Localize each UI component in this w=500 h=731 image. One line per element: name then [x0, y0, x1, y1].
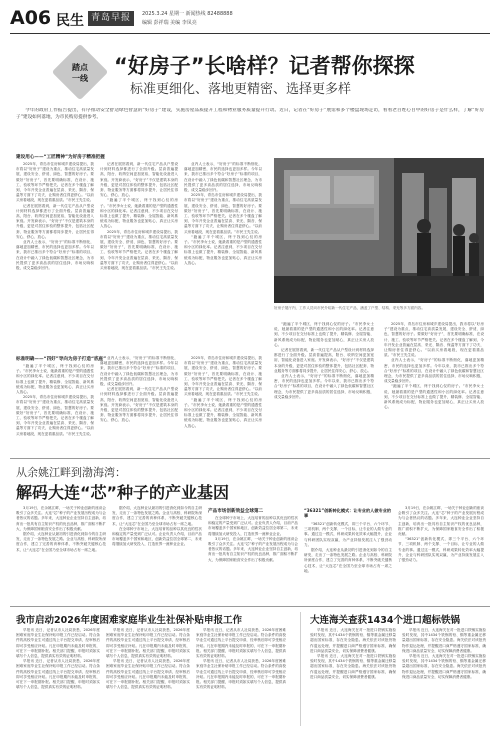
feature-story: [0, 38, 500, 458]
feature-col-5: 2025年，青岛市住房和城乡建设局提出，我市将以“好房子”建设为重点，推动住宅高质量发展，建设安全、舒适、绿色、智慧的好房子。要做好“好房子”，首先要明确标准，在设计、施工、验收等环节严格把关。记者在多个楼盘了解到，今年开发企业普遍在层高、采光、隔音、保温等方面下了功夫，让购房者住得更舒心。“以前买房看地段，现在更看重品质。”市民王先生说。 业内人士表示，“好房子”的标准不断细化，落地更加精密，市民的选择也更加多样。今年以来，我市已推出多个符合“好房子”标准的项目，在设计中融入了绿色低碳和智慧社区理念，为市民提供了更多高品质的居住选择，市场反响积极，成交量稳步回升。 “跑遍了半个城区，终于找到心仪的房子。”市民李女士说，她最看重的是户型的通透性和小区的绿化率。记者注意到，不少项目在交付标准上也做了提升，精装修、全屋智能、新风系统成为标配，物业服务也更加贴心，真正让买房人放心。: [384, 322, 484, 410]
feature-col-4: “跑遍了半个城区，终于找到心仪的房子。”市民李女士说，她最看重的是户型的通透性和小区的绿化率。记者注意到，不少项目在交付标准上也做了提升，精装修、全屋智能、新风系统成为标配，物业服务也更加贴心，真正让买房人放心。 记者在展馆看到，新一代住宅产品从户型设计到材料选择都进行了全面升级。层高普遍提高，阳台、收纳空间更加宽裕，智能化设备进入家庭。开发商表示，“好房子”不仅是建筑本身的升级，更是对居住体验的整体提升，包括社区配套、物业服务等方面都将同步提升，让居民住得安心、舒心、放心。 业内人士表示，“好房子”的标准不断细化，落地更加精密，市民的选择也更加多样。今年以来，我市已推出多个符合“好房子”标准的项目，在设计中融入了绿色低碳和智慧社区理念，为市民提供了更多高品质的居住选择，市场反响积极，成交量稳步回升。: [274, 322, 374, 399]
feature-col-1: 2025年，青岛市住房和城乡建设局提出，我市将以“好房子”建设为重点，推动住宅高质量发展，建设安全、舒适、绿色、智慧的好房子。要做好“好房子”，首先要明确标准，在设计、施工、验收等环节严格把关。记者在多个楼盘了解到，今年开发企业普遍在层高、采光、隔音、保温等方面下了功夫，让购房者住得更舒心。“以前买房看地段，现在更看重品质。”市民王先生说。 记者在展馆看到，新一代住宅产品从户型设计到材料选择都进行了全面升级。层高普遍提高，阳台、收纳空间更加宽裕，智能化设备进入家庭。开发商表示，“好房子”不仅是建筑本身的升级，更是对居住体验的整体提升，包括社区配套、物业服务等方面都将同步提升，让居民住得安心、舒心、放心。 业内人士表示，“好房子”的标准不断细化，落地更加精密，市民的选择也更加多样。今年以来，我市已推出多个符合“好房子”标准的项目，在设计中融入了绿色低碳和智慧社区理念，为市民提供了更多高品质的居住选择，市场反响积极，成交量稳步回升。: [16, 162, 94, 271]
photo-caption: 好房子展厅内，工作人员向市民介绍新一代住宅产品，涵盖了户型、结构、采光等多方面内容。: [274, 306, 425, 310]
masthead-divider: [10, 33, 490, 34]
story2-subheading: 产品市场创新效益全球第二: [208, 509, 264, 514]
story-seed-industry: [0, 460, 500, 606]
story2-title: 解码大连“芯”种子的产业基因: [16, 483, 230, 502]
story3-col-3: 早报讯 近日，记者从市人社局获悉，2026年度困难家庭毕业生社保补贴申报工作已经启动。符合条件的高校毕业生可通过线上平台提交申请，经审核后即可享受相应补贴。凡在申报期内未能及时申报的，可在下一申报期补报。相关部门提醒，申报时须如实填写个人信息，提供真实有效的证明材料。 早报讯 近日，记者从市人社局获悉，2026年度困难家庭毕业生社保补贴申报工作已经启动。符合条件的高校毕业生可通过线上平台提交申请，经审核后即可享受相应补贴。凡在申报期内未能及时申报的，可在下一申报期补报。相关部门提醒，申报时须如实填写个人信息，提供真实有效的证明材料。: [196, 628, 286, 690]
feature-col-6: “跑遍了半个城区，终于找到心仪的房子。”市民李女士说，她最看重的是户型的通透性和小区的绿化率。记者注意到，不少项目在交付标准上也做了提升，精装修、全屋智能、新风系统成为标配，物业服务也更加贴心，真正让买房人放心。 2025年，青岛市住房和城乡建设局提出，我市将以“好房子”建设为重点，推动住宅高质量发展，建设安全、舒适、绿色、智慧的好房子。要做好“好房子”，首先要明确标准，在设计、施工、验收等环节严格把关。记者在多个楼盘了解到，今年开发企业普遍在层高、采光、隔音、保温等方面下了功夫，让购房者住得更舒心。“以前买房看地段，现在更看重品质。”市民王先生说。: [16, 364, 94, 436]
divider-bottom-vertical: [300, 612, 301, 726]
story3-col-2: 早报讯 近日，记者从市人社局获悉，2026年度困难家庭毕业生社保补贴申报工作已经启动。符合条件的高校毕业生可通过线上平台提交申请，经审核后即可享受相应补贴。凡在申报期内未能及时申报的，可在下一申报期补报。相关部门提醒，申报时须如实填写个人信息，提供真实有效的证明材料。 早报讯 近日，记者从市人社局获悉，2026年度困难家庭毕业生社保补贴申报工作已经启动。符合条件的高校毕业生可通过线上平台提交申请，经审核后即可享受相应补贴。凡在申报期内未能及时申报的，可在下一申报期补报。相关部门提醒，申报时须如实填写个人信息，提供真实有效的证明材料。: [106, 628, 190, 690]
editor-line: 编辑 彭祥瑞 美编 李凤亮: [142, 20, 197, 26]
page-number: A06: [10, 7, 52, 29]
story4-col-2: 早报讯 近日，大连海关在对一批进口铁锅实施检验时发现，其中1434个铁锅的铅、镉等重金属迁移量超出国家标准，存在安全隐患。海关依法对该批货物作退运处理，并提醒进口商严格遵守国家标准，确保进口商品质量安全，切实保障消费者健康。 早报讯 近日，大连海关在对一批进口铁锅实施检验时发现，其中1434个铁锅的铅、镉等重金属迁移量超出国家标准，存在安全隐患。海关依法对该批货物作退运处理，并提醒进口商严格遵守国家标准，确保进口商品质量安全，切实保障消费者健康。: [402, 628, 486, 679]
issue-date: 2025.3.24 星期一 新闻热线 82488888: [142, 11, 233, 17]
section-name: 民生: [56, 13, 84, 29]
feature-col-8: 2025年，青岛市住房和城乡建设局提出，我市将以“好房子”建设为重点，推动住宅高质量发展，建设安全、舒适、绿色、智慧的好房子。要做好“好房子”，首先要明确标准，在设计、施工、验收等环节严格把关。记者在多个楼盘了解到，今年开发企业普遍在层高、采光、隔音、保温等方面下了功夫，让购房者住得更舒心。“以前买房看地段，现在更看重品质。”市民王先生说。 “跑遍了半个城区，终于找到心仪的房子。”市民李女士说，她最看重的是户型的通透性和小区的绿化率。记者注意到，不少项目在交付标准上也做了提升，精装修、全屋智能、新风系统成为标配，物业服务也更加贴心，真正让买房人放心。: [184, 356, 262, 428]
story2-col-3: 在全球种子市场上，大连培育的品种以其优良的性状和稳定的产量受到广泛认可。企业负责人介绍，目前产品市场覆盖多个国家和地区，创新效益位居全球第二，未来将继续加大研发投入，打造世界一流种业企业。 3月19日，在余姚江畔，一场关于种业创新的座谈会吸引了众多关注。大连“芯”种子的产业发展历程成为与会者热议的话题。多年来，大连种业企业坚持自主创新，培育出一批具有自主知识产权的优良品种，推广面积不断扩大，为保障国家粮食安全作出了积极贡献。: [208, 516, 298, 562]
divider-story2: [10, 606, 490, 607]
story2-lead-in: 从余姚江畔到渤海湾：: [16, 466, 126, 479]
feature-photo: [274, 158, 484, 303]
story2-col-1: 3月19日，在余姚江畔，一场关于种业创新的座谈会吸引了众多关注。大连“芯”种子的产业发展历程成为与会者热议的话题。多年来，大连种业企业坚持自主创新，培育出一批具有自主知识产权的优良品种，推广面积不断扩大，为保障国家粮食安全作出了积极贡献。 据介绍，大连种业从最初的引进消化到如今的自主研发，走出了一条特色发展之路。企业与高校、科研院所深度合作，建立了完善的育种体系，不断突破关键核心技术，让“大连芯”在全国乃至全球市场占有一席之地。: [16, 506, 106, 552]
story2-col-5: 3月19日，在余姚江畔，一场关于种业创新的座谈会吸引了众多关注。大连“芯”种子的产业发展历程成为与会者热议的话题。多年来，大连种业企业坚持自主创新，培育出一批具有自主知识产权的优良品种，推广面积不断扩大，为保障国家粮食安全作出了积极贡献。 “36321”创新转化模式，即三个平台、六个环节、三项机制、两个支撑、一个目标，让专业的人做专业的事。通过这一模式，科研成果转化效率大幅提升，企业与科研团队实现双赢，为产业持续发展注入了强劲动力。: [398, 506, 484, 563]
section-heading: 建设用心——“工匠精神”为好房子精准把握: [16, 155, 105, 160]
story4-title: 大连海关查获1434个进口超标铁锅: [310, 615, 460, 626]
feature-col-2: 记者在展馆看到，新一代住宅产品从户型设计到材料选择都进行了全面升级。层高普遍提高，阳台、收纳空间更加宽裕，智能化设备进入家庭。开发商表示，“好房子”不仅是建筑本身的升级，更是对居住体验的整体提升，包括社区配套、物业服务等方面都将同步提升，让居民住得安心、舒心、放心。 “跑遍了半个城区，终于找到心仪的房子。”市民李女士说，她最看重的是户型的通透性和小区的绿化率。记者注意到，不少项目在交付标准上也做了提升，精装修、全屋智能、新风系统成为标配，物业服务也更加贴心，真正让买房人放心。 2025年，青岛市住房和城乡建设局提出，我市将以“好房子”建设为重点，推动住宅高质量发展，建设安全、舒适、绿色、智慧的好房子。要做好“好房子”，首先要明确标准，在设计、施工、验收等环节严格把关。记者在多个楼盘了解到，今年开发企业普遍在层高、采光、隔音、保温等方面下了功夫，让购房者住得更舒心。“以前买房看地段，现在更看重品质。”市民王先生说。: [100, 162, 178, 271]
masthead: [0, 0, 500, 40]
story4-col-1: 早报讯 近日，大连海关在对一批进口铁锅实施检验时发现，其中1434个铁锅的铅、镉等重金属迁移量超出国家标准，存在安全隐患。海关依法对该批货物作退运处理，并提醒进口商严格遵守国家标准，确保进口商品质量安全，切实保障消费者健康。 早报讯 近日，大连海关在对一批进口铁锅实施检验时发现，其中1434个铁锅的铅、镉等重金属迁移量超出国家标准，存在安全隐患。海关依法对该批货物作退运处理，并提醒进口商严格遵守国家标准，确保进口商品质量安全，切实保障消费者健康。: [310, 628, 396, 679]
story-subsidy: [0, 608, 300, 728]
feature-lead: 今年的政府工作报告提出，有序推动安全舒适绿色智慧的“好房子”建设，实施房屋品质提升工程和物业服务质量提升行动。近日，记者在“好房子”展馆和多个楼盘现场走访，看看老百姓心目中的好房子是什么样，了解“好房子”建设如何落地，为市民购房提供参考。: [16, 108, 484, 120]
story2-col-4: “36321”创新转化模式，即三个平台、六个环节、三项机制、两个支撑、一个目标，让专业的人做专业的事。通过这一模式，科研成果转化效率大幅提升，企业与科研团队实现双赢，为产业持续发展注入了强劲动力。 据介绍，大连种业从最初的引进消化到如今的自主研发，走出了一条特色发展之路。企业与高校、科研院所深度合作，建立了完善的育种体系，不断突破关键核心技术，让“大连芯”在全国乃至全球市场占有一席之地。: [304, 522, 392, 573]
feature-title: “好房子”长啥样？记者帮你探探: [114, 54, 415, 78]
subhead-standards: 标准明确——“四好”导向为房子打造“底座”: [16, 357, 107, 362]
badge-line1: 踏点: [72, 63, 88, 72]
story2-box-heading: “36321”创新转化模式：让专业的人做专业的事: [304, 508, 392, 519]
story-customs: [302, 608, 500, 728]
story2-col-2: 据介绍，大连种业从最初的引进消化到如今的自主研发，走出了一条特色发展之路。企业与高校、科研院所深度合作，建立了完善的育种体系，不断突破关键核心技术，让“大连芯”在全国乃至全球市场占有一席之地。 在全球种子市场上，大连培育的品种以其优良的性状和稳定的产量受到广泛认可。企业负责人介绍，目前产品市场覆盖多个国家和地区，创新效益位居全球第二，未来将继续加大研发投入，打造世界一流种业企业。: [112, 506, 202, 547]
badge-line2: 一线: [72, 74, 88, 83]
feature-subtitle: 标准更细化、落地更精密、选择更多样: [130, 82, 352, 97]
story3-title: 我市启动2026年度困难家庭毕业生社保补贴申报工作: [16, 615, 242, 626]
feature-col-3: 业内人士表示，“好房子”的标准不断细化，落地更加精密，市民的选择也更加多样。今年以来，我市已推出多个符合“好房子”标准的项目，在设计中融入了绿色低碳和智慧社区理念，为市民提供了更多高品质的居住选择，市场反响积极，成交量稳步回升。 2025年，青岛市住房和城乡建设局提出，我市将以“好房子”建设为重点，推动住宅高质量发展，建设安全、舒适、绿色、智慧的好房子。要做好“好房子”，首先要明确标准，在设计、施工、验收等环节严格把关。记者在多个楼盘了解到，今年开发企业普遍在层高、采光、隔音、保温等方面下了功夫，让购房者住得更舒心。“以前买房看地段，现在更看重品质。”市民王先生说。 “跑遍了半个城区，终于找到心仪的房子。”市民李女士说，她最看重的是户型的通透性和小区的绿化率。记者注意到，不少项目在交付标准上也做了提升，精装修、全屋智能、新风系统成为标配，物业服务也更加贴心，真正让买房人放心。: [184, 162, 262, 265]
newspaper-logo: 青岛早报: [88, 11, 134, 26]
feature-col-7: 业内人士表示，“好房子”的标准不断细化，落地更加精密，市民的选择也更加多样。今年以来，我市已推出多个符合“好房子”标准的项目，在设计中融入了绿色低碳和智慧社区理念，为市民提供了更多高品质的居住选择，市场反响积极，成交量稳步回升。 记者在展馆看到，新一代住宅产品从户型设计到材料选择都进行了全面升级。层高普遍提高，阳台、收纳空间更加宽裕，智能化设备进入家庭。开发商表示，“好房子”不仅是建筑本身的升级，更是对居住体验的整体提升，包括社区配套、物业服务等方面都将同步提升，让居民住得安心、舒心、放心。: [100, 356, 178, 423]
story3-col-1: 早报讯 近日，记者从市人社局获悉，2026年度困难家庭毕业生社保补贴申报工作已经启动。符合条件的高校毕业生可通过线上平台提交申请，经审核后即可享受相应补贴。凡在申报期内未能及时申报的，可在下一申报期补报。相关部门提醒，申报时须如实填写个人信息，提供真实有效的证明材料。 早报讯 近日，记者从市人社局获悉，2026年度困难家庭毕业生社保补贴申报工作已经启动。符合条件的高校毕业生可通过线上平台提交申请，经审核后即可享受相应补贴。凡在申报期内未能及时申报的，可在下一申报期补报。相关部门提醒，申报时须如实填写个人信息，提供真实有效的证明材料。: [16, 628, 100, 690]
divider-feature: [10, 458, 490, 459]
